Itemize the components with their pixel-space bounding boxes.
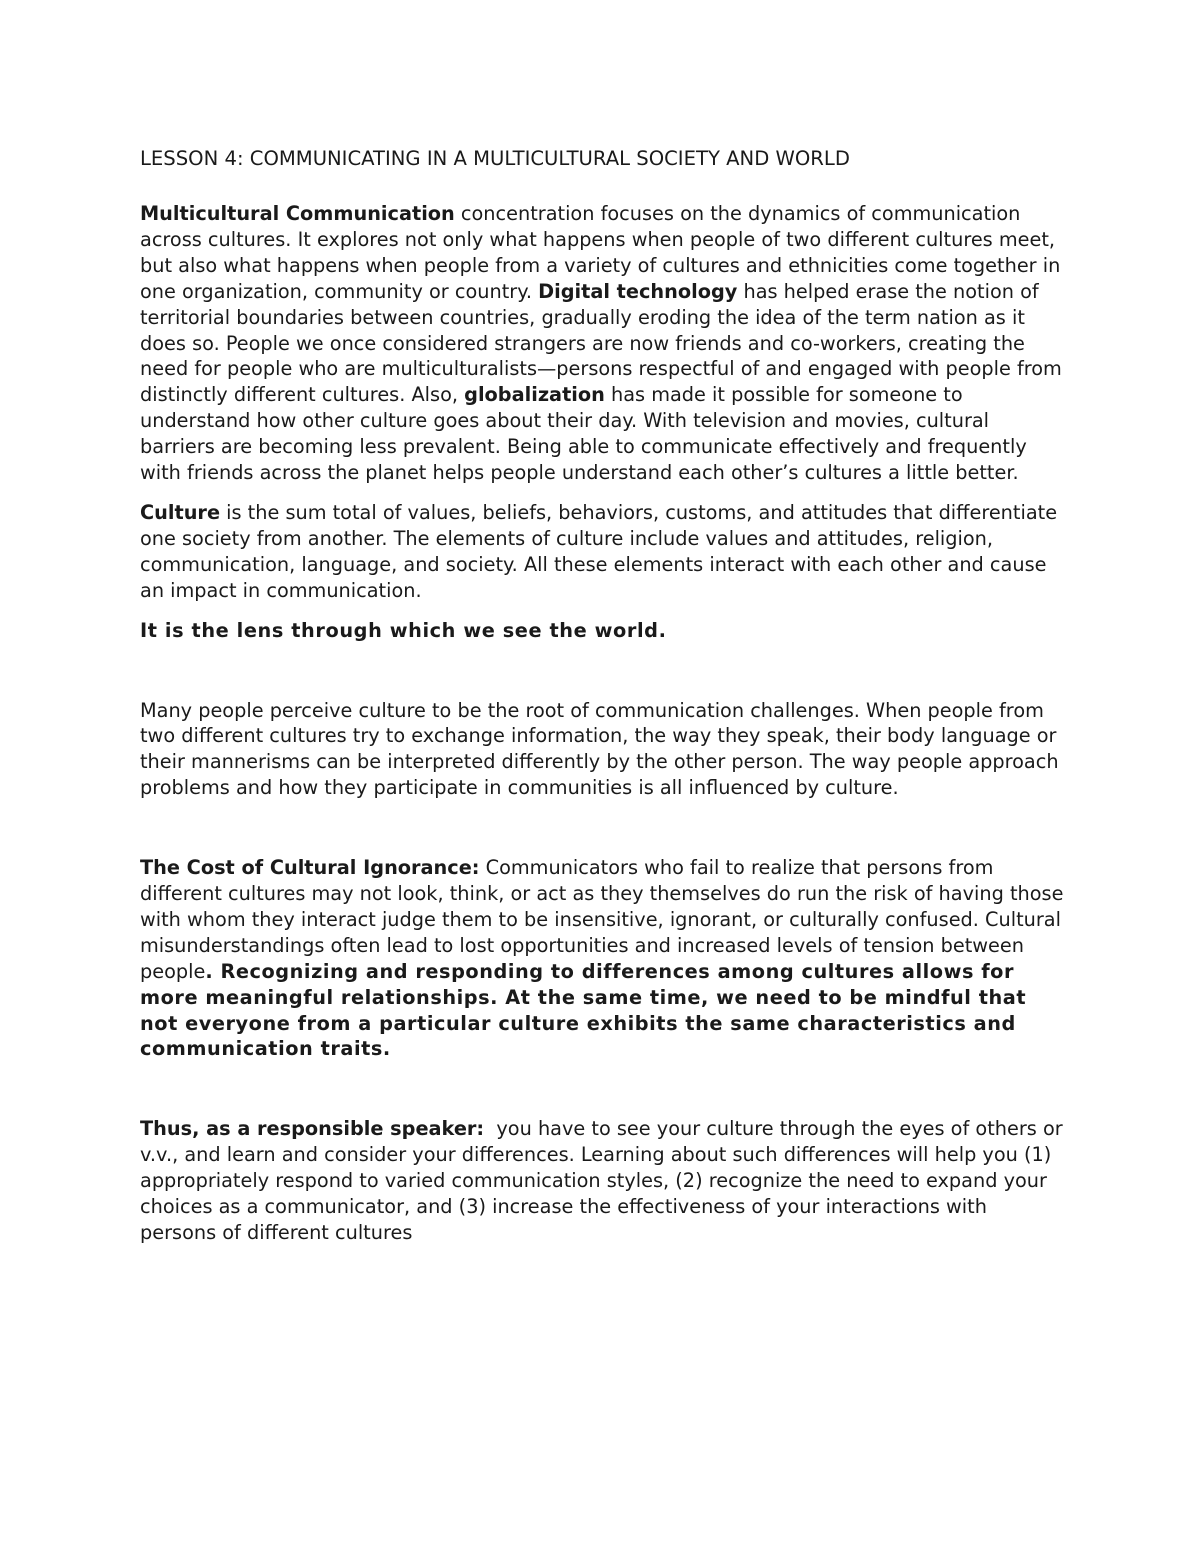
term-responsible-speaker: Thus, as a responsible speaker: — [140, 1117, 485, 1141]
culture-paragraph — [140, 500, 1065, 604]
term-globalization: globalization — [464, 383, 605, 407]
speaker-text: you have to see your culture through the eyes of others or v.v., and learn and consider your differences. Learning about such differences will help you (1) appropriately respond to varied communication styles, (2) recognize the need to expand your choices as a communicator, and (3) increase the effectiveness of your interactions with persons of different cultures — [140, 1117, 1069, 1244]
document-page — [140, 146, 1069, 1246]
cost-emphasis: . Recognizing and responding to differences among cultures allows for more meaningful relationships. At the same time, we need to be mindful that not everyone from a particular culture exhibits the same characteristics and communication traits. — [140, 959, 1027, 1061]
intro-paragraph — [140, 201, 1065, 486]
term-multicultural-communication: Multicultural Communication — [140, 202, 455, 225]
lens-text: It is the lens through which we see the world. — [140, 618, 667, 642]
term-cost-of-ignorance: The Cost of Cultural Ignorance: — [140, 856, 480, 880]
cost-paragraph — [140, 855, 1065, 1062]
culture-text: is the sum total of values, beliefs, behaviors, customs, and attitudes that differentiate one society from another. The elements of culture include values and attitudes, religion, communication, language, and society. All these elements interact with each other and cause an impact in communication. — [140, 500, 1058, 602]
intro-text-1: concentration focuses on the dynamics of communication across cultures. It explores not only what happens when people of two different cultures meet, but also what happens when people from a variety of cultures and ethnicities come together in one organization, community or country. — [140, 202, 1061, 303]
challenges-paragraph: Many people perceive culture to be the root of communication challenges. When people from two different cultures try to exchange information, the way they speak, their body language or their mannerisms can be interpreted differently by the other person. The way people approach problems and how they participate in communities is all influenced by culture. — [140, 698, 1059, 800]
intro-text-3: has made it possible for someone to understand how other culture goes about their day. With television and movies, cultural barriers are becoming less prevalent. Being able to communicate effectively and frequently with friends across the planet helps people understand each other’s cultures a little better. — [140, 383, 1027, 485]
term-culture: Culture — [140, 500, 221, 524]
cost-text: Communicators who fail to realize that persons from different cultures may not look, think, or act as they themselves do run the risk of having those with whom they interact judge them to be insensitive, ignorant, or culturally confused. Cultural misunderstandings often lead to lost opportunities and increased levels of tension between people — [140, 856, 1064, 983]
speaker-paragraph — [140, 1116, 1069, 1246]
lens-statement — [140, 618, 1065, 644]
lesson-title: LESSON 4: COMMUNICATING IN A MULTICULTURAL SOCIETY AND WORLD — [140, 147, 850, 170]
term-digital-technology: Digital technology — [538, 279, 738, 303]
intro-text-2: has helped erase the notion of territorial boundaries between countries, gradually eroding the idea of the term nation as it does so. People we once considered strangers are now friends and co-workers, creating the need for people who are multiculturalists—persons respectful of and engaged with people from distinctly different cultures. Also, — [140, 279, 1062, 407]
